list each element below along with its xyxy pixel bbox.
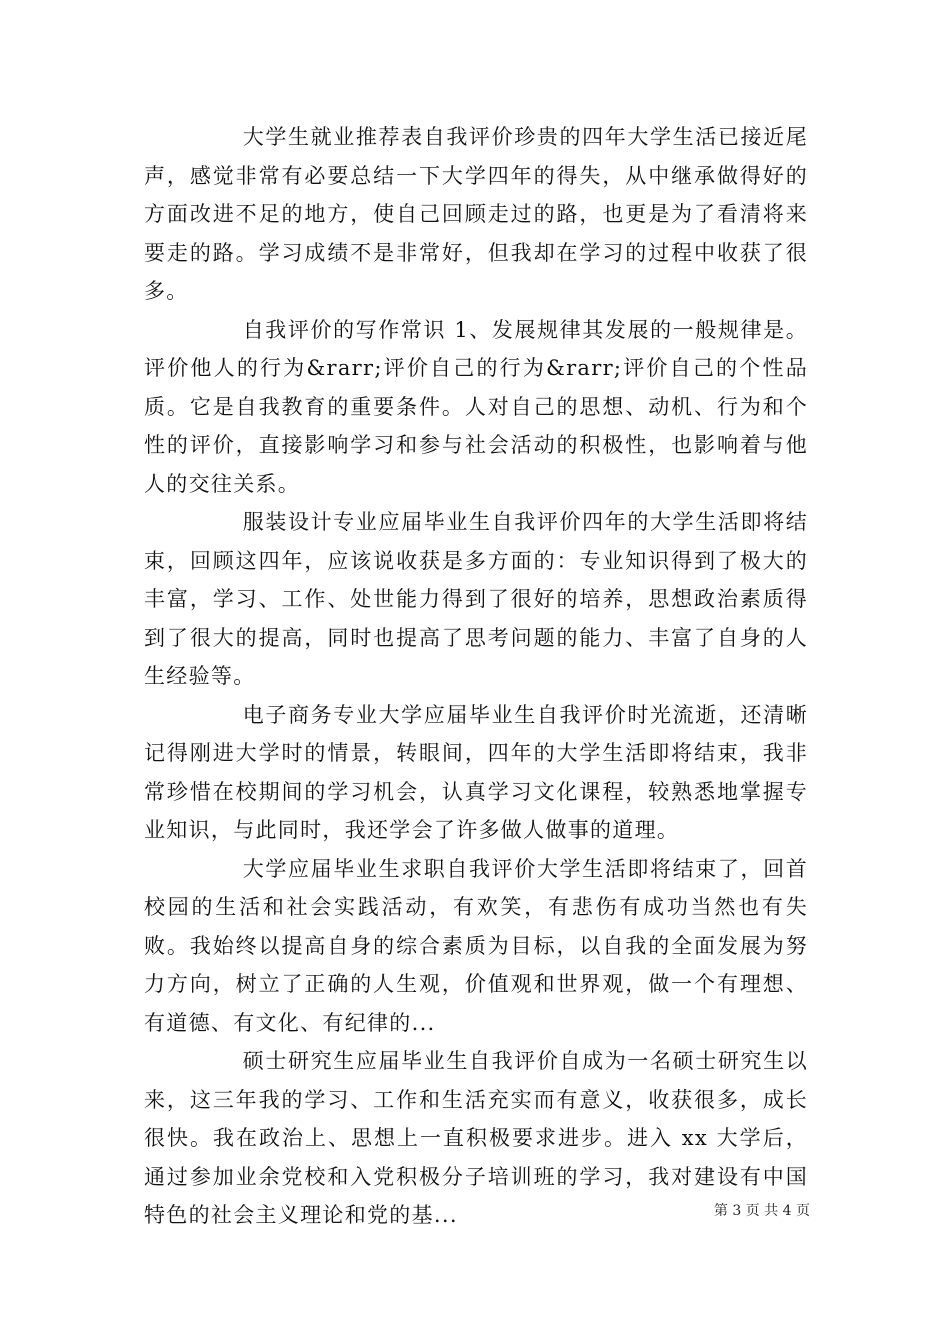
document-body <box>144 118 808 1235</box>
paragraph-4: 电子商务专业大学应届毕业生自我评价时光流逝，还清晰记得刚进大学时的情景，转眼间，四年的大学生活即将结束，我非常珍惜在校期间的学习机会，认真学习文化课程，较熟悉地掌握专业知识，与此同时，我还学会了许多做人做事的道理。 <box>144 702 808 842</box>
paragraph-5: 大学应届毕业生求职自我评价大学生活即将结束了，回首校园的生活和社会实践活动，有欢笑，有悲伤有成功当然也有失败。我始终以提高自身的综合素质为目标，以自我的全面发展为努力方向，树立了正确的人生观，价值观和世界观，做一个有理想、有道德、有文化、有纪律的... <box>144 856 808 1035</box>
paragraph-1: 大学生就业推荐表自我评价珍贵的四年大学生活已接近尾声，感觉非常有必要总结一下大学四年的得失，从中继承做得好的方面改进不足的地方，使自己回顾走过的路，也更是为了看清将来要走的路。学习成绩不是非常好，但我却在学习的过程中收获了很多。 <box>144 125 808 303</box>
paragraph-3: 服装设计专业应届毕业生自我评价四年的大学生活即将结束，回顾这四年，应该说收获是多方面的：专业知识得到了极大的丰富，学习、工作、处世能力得到了很好的培养，思想政治素质得到了很大的提高，同时也提高了思考问题的能力、丰富了自身的人生经验等。 <box>144 510 808 688</box>
paragraph-2: 自我评价的写作常识 1、发展规律其发展的一般规律是。评价他人的行为&rarr;评价自己的行为&rarr;评价自己的个性品质。它是自我教育的重要条件。人对自己的思想、动机、行为和个性的评价，直接影响学习和参与社会活动的积极性，也影响着与他人的交往关系。 <box>144 317 808 496</box>
paragraph-6: 硕士研究生应届毕业生自我评价自成为一名硕士研究生以来，这三年我的学习、工作和生活充实而有意义，收获很多，成长很快。我在政治上、思想上一直积极要求进步。进入 xx 大学后，通过参加业余党校和入党积极分子培训班的学习，我对建设有中国特色的社会主义理论和党的基... <box>144 1049 808 1227</box>
page-number-footer: 第 3 页 共 4 页 <box>713 1203 810 1219</box>
